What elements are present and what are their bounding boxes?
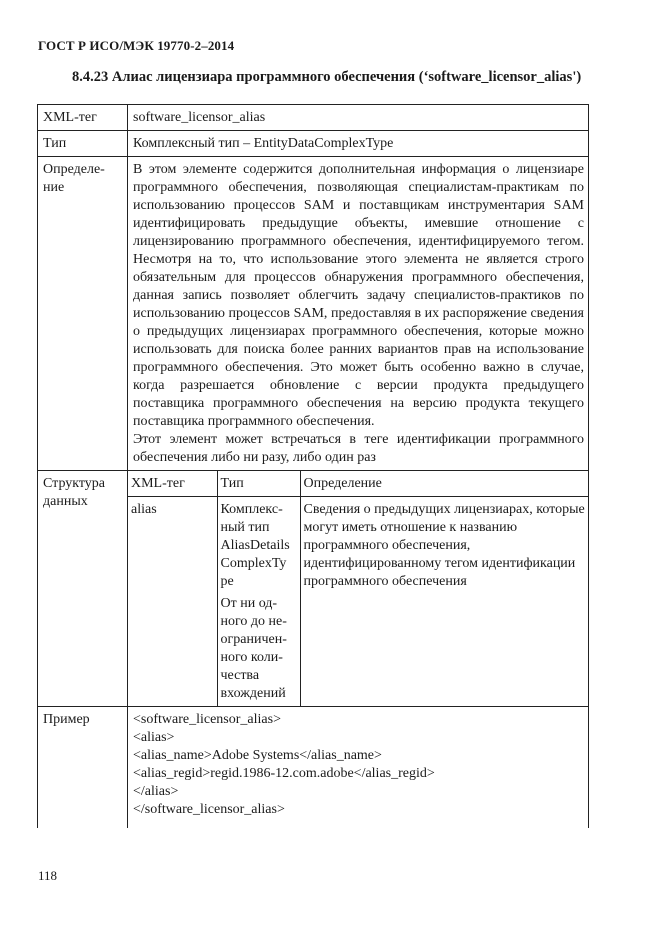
occurrence-line: ного коли- — [220, 650, 283, 665]
occurrence-line: вхождений — [220, 686, 286, 701]
occurrence-line: ограничен- — [220, 632, 287, 647]
code-line: </software_licensor_alias> — [133, 802, 285, 817]
element-spec-table — [37, 104, 589, 828]
occurrence-line: От ни од- — [220, 596, 278, 611]
inner-header-row — [128, 471, 588, 497]
type-line: ный тип — [220, 520, 270, 535]
type-label: Тип — [38, 131, 128, 157]
example-code — [128, 707, 589, 829]
col-header-type: Тип — [217, 471, 300, 497]
xml-tag-row — [38, 105, 589, 131]
type-value: Комплексный тип – EntityDataComplexType — [128, 131, 589, 157]
entry-definition: Сведения о предыдущих лицензиарах, которые могут иметь отношение к названию программного обеспечения, идентифицированному тегом идентификации программного обеспечения — [300, 497, 588, 707]
code-line: <alias_regid>regid.1986-12.com.adobe</alias_regid> — [133, 766, 435, 781]
occurrence-line: ного до не- — [220, 614, 287, 629]
definition-paragraph: В этом элементе содержится дополнительная информация о лицензиаре программного обеспечения, позволяющая специалистам-практикам по использованию процессов SAM и поставщикам инструментария SAM идентифицировать предыдущие объекты, имевшие отношение с лицензированию программного обеспечения, идентифицируемого тегом. Несмотря на то, что использование этого элемента не является строго обязательным для процессов обнаружения программного обеспечения, данная запись позволяет облегчить задачу специалистов-практиков по использованию процессов SAM, предоставляя в их распоряжение сведения о предыдущих лицензиарах программного обеспечения, которые можно использовать для поиска более ранних вариантов прав на использование программного обеспечения. Это может быть особенно важно в случае, когда разрешается обновление с версии продукта предыдущего поставщика программного обеспечения на версию продукта текущего поставщика программного обеспечения. — [133, 162, 584, 429]
entry-type — [217, 497, 300, 707]
xml-tag-label: XML-тег — [38, 105, 128, 131]
occurrence-line: чества — [220, 668, 260, 683]
entry-tag: alias — [128, 497, 217, 707]
type-line: Комплекс- — [220, 502, 283, 517]
code-line: </alias> — [133, 784, 179, 799]
data-structure-table — [128, 471, 588, 706]
definition-paragraph: Этот элемент может встречаться в теге идентификации программного обеспечения либо ни разу, либо один раз — [133, 432, 584, 465]
data-structure-row — [38, 471, 589, 707]
example-label: Пример — [38, 707, 128, 829]
type-line: AliasDetails — [220, 538, 290, 553]
definition-label: Определе- ние — [38, 157, 128, 471]
xml-tag-value: software_licensor_alias — [128, 105, 589, 131]
definition-text — [128, 157, 589, 471]
type-row — [38, 131, 589, 157]
code-line: <alias> — [133, 730, 175, 745]
definition-row — [38, 157, 589, 471]
example-row — [38, 707, 589, 829]
document-header: ГОСТ Р ИСО/МЭК 19770-2–2014 — [38, 38, 235, 53]
type-line: pe — [220, 574, 234, 589]
page-number: 118 — [38, 868, 58, 883]
table-row — [128, 497, 588, 707]
col-header-definition: Определение — [300, 471, 588, 497]
col-header-xml-tag: XML-тег — [128, 471, 217, 497]
code-line: <alias_name>Adobe Systems</alias_name> — [133, 748, 382, 763]
code-line: <software_licensor_alias> — [133, 712, 281, 727]
data-structure-cell — [128, 471, 589, 707]
section-title: 8.4.23 Алиас лицензиара программного обеспечения (‘software_licensor_alias') — [72, 69, 582, 85]
type-line: ComplexTy — [220, 556, 287, 571]
data-structure-label: Структура данных — [38, 471, 128, 707]
